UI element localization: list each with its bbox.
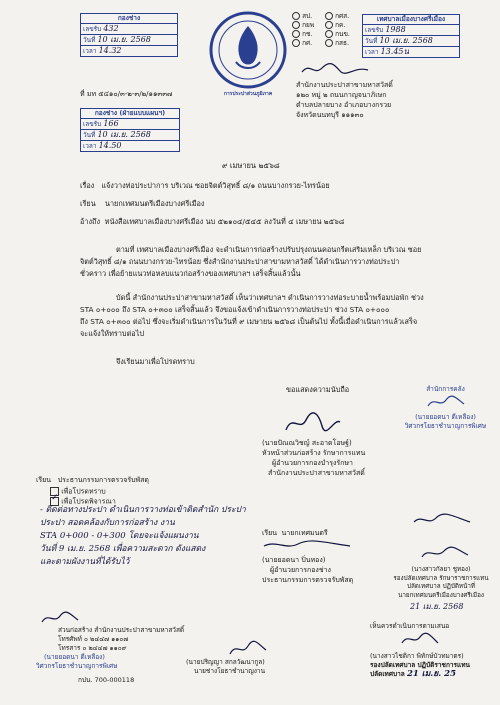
fiscal-signature-icon bbox=[426, 394, 466, 410]
stamp-row: วันที่ 10 เม.ย. 2568 bbox=[81, 34, 177, 45]
approval-date-top: 21 เม.ย. 2568 bbox=[410, 602, 464, 611]
chief-line: นายกเทศมนตรีเมืองบางศรีเมือง bbox=[398, 591, 484, 599]
stamp-row: เลขรับ 166 bbox=[81, 118, 179, 129]
unit-line: ส่วนก่อสร้าง สำนักงานประปาสาขามหาสวัสดิ์ bbox=[58, 626, 185, 634]
signer-name: (นายปัณณวิชญ์ สะอาดโอษฐ์) bbox=[262, 439, 352, 447]
stamp-row: เวลา 14.50 bbox=[81, 140, 179, 151]
chief-signature-icon bbox=[420, 545, 470, 561]
middle-position: นายช่างโยธาชำนาญงาน bbox=[194, 667, 266, 675]
fiscal-stamp bbox=[403, 385, 488, 431]
stamp-title: กองช่าง (ฝ่ายแบบแผนฯ) bbox=[94, 109, 166, 117]
closing: ขอแสดงความนับถือ bbox=[286, 385, 350, 394]
body-paragraph-2: บัดนี้ สำนักงานประปาสาขามหาสวัสดิ์ เห็นว่าเทศบาลฯ ดำเนินการวางท่อระบายน้ำพร้อมบ่อพัก ช่วง STA ๐+๐๐๐ ถึง STA ๐+๓๐๐ เสร็จสิ้นแล้ว จึงขอแจ้งเข้าดำเนินการวางท่อประปา ช่วง STA ๐+๐๐๐ ถึง STA ๐+๓๐๐ ต่อไป ซึ่งจะเริ่มดำเนินการในวันที่ ๙ เมษายน ๒๕๖๘ เป็นต้นไป ทั้งนี้เมื่อดำเนินการแล้วเสร็จ จะแจ้งให้ทราบต่อไป bbox=[80, 293, 424, 338]
handwritten-line: STA 0+000 - 0+300 โดยจะแจ้งแผนงาน bbox=[40, 531, 199, 541]
fiscal-name: (นายยอดนา ดีเหลือง) bbox=[415, 413, 476, 421]
memo-option[interactable]: ✓ เพื่อโปรดพิจารณา bbox=[51, 492, 116, 505]
signer-title: หัวหน้าส่วนก่อสร้าง รักษาการแทน bbox=[262, 449, 366, 457]
handwritten-line: ประปา สอดคล้องกับการก่อสร้าง งาน bbox=[40, 518, 175, 528]
receipt-signature-icon bbox=[300, 62, 370, 76]
memo-recipient: ประธานกรรมการตรวจรับพัสดุ bbox=[57, 476, 149, 484]
fax-line: โทรสาร ๐ ๒๔๔๗ ๑๑๐๙ bbox=[58, 644, 127, 652]
recipient-line: เรียน นายกเทศมนตรีเมืองบางศรีเมือง bbox=[80, 199, 205, 208]
address-line: ตำบลปลายบาง อำเภอบางกรวย bbox=[296, 101, 392, 109]
approval-subtitle: ปลัดเทศบาล bbox=[370, 670, 405, 678]
left-name: (นายยอดนา ดีเหลือง) bbox=[44, 653, 105, 661]
chief-block bbox=[386, 566, 496, 600]
memo-right-signature-icon bbox=[262, 538, 352, 552]
stamp-row: เวลา 13.45น bbox=[363, 46, 459, 57]
handwritten-line: วันที่ 9 เม.ย. 2568 เพื่อความสะดวก ดังแสดง bbox=[40, 544, 206, 554]
fiscal-title: สำนักการคลัง bbox=[426, 385, 465, 393]
signer-title: สำนักงานประปาสาขามหาสวัสดิ์ bbox=[268, 469, 365, 477]
chief-line: รองปลัดเทศบาล รักษาราชการแทน bbox=[393, 574, 489, 582]
memo-right-name: (นายยอดนา ปิ่นทอง) bbox=[262, 556, 326, 564]
stamp-title: กองช่าง bbox=[117, 14, 141, 22]
middle-name: (นายปริญญา สกลวัฒนากูล) bbox=[186, 658, 265, 666]
address-line: จังหวัดนนทบุรี ๑๑๑๓๐ bbox=[296, 111, 364, 119]
left-position: วิศวกรโยธาชำนาญการพิเศษ bbox=[36, 662, 118, 670]
address-line: สำนักงานประปาสาขามหาสวัสดิ์ bbox=[296, 81, 393, 89]
address-line: ๑๒๐ หมู่ ๒ ถนนกาญจนาภิเษก bbox=[296, 91, 387, 99]
organization-logo bbox=[208, 10, 288, 97]
stamp-row: เลขรับ 432 bbox=[81, 23, 177, 34]
department-checklist bbox=[292, 12, 358, 48]
subject-line: เรื่อง แจ้งวางท่อประปาการ บริเวณ ซอยจิตต์วิสุทธิ์ ๘/๑ ถนนบางกรวย-ไทรน้อย bbox=[80, 181, 330, 190]
phone-line: โทรศัพท์ ๐ ๒๔๔๗ ๑๑๐๗ bbox=[58, 635, 129, 643]
body-paragraph-1: ตามที่ เทศบาลเมืองบางศรีเมือง จะดำเนินการก่อสร้างปรับปรุงถนนคอนกรีตเสริมเหล็ก บริเวณ ซอย จิตต์วิสุทธิ์ ๘/๑ ถนนบางกรวย-ไทรน้อย ซึ่งสำนักงานประปาสาขามหาสวัสดิ์ ได้ดำเนินการวางท่อประปา ชั่วคราว เพื่อย้ายแนวท่อหลบแนวก่อสร้างของเทศบาลฯ เสร็จสิ้นแล้วนั้น bbox=[80, 245, 422, 278]
check-item: กสธ. bbox=[325, 39, 358, 48]
chief-initials-icon bbox=[412, 512, 472, 528]
memo-right: เรียน นายกเทศมนตรี (นายยอดนา ปิ่นทอง) ผู้อำนวยการกองช่าง ประธานกรรมการตรวจรับพัสดุ bbox=[262, 528, 382, 585]
approval-signature-icon bbox=[400, 631, 440, 649]
reference-line: อ้างถึง หนังสือเทศบาลเมืองบางศรีเมือง นบ ๕๒๑๐๔/๕๔๕ ลงวันที่ ๔ เมษายน ๒๕๖๘ bbox=[80, 217, 345, 226]
approval-label: เห็นควรดำเนินการตามเสนอ bbox=[370, 622, 450, 630]
check-item: กยพ bbox=[292, 21, 325, 30]
check-item: กศ. bbox=[292, 39, 325, 48]
closing-request: จึงเรียนมาเพื่อโปรดทราบ bbox=[116, 357, 195, 366]
chief-line: ปลัดเทศบาล ปฏิบัติหน้าที่ bbox=[406, 583, 476, 590]
fiscal-position: วิศวกรโยธาชำนาญการพิเศษ bbox=[404, 422, 487, 430]
stamp-row: เลขรับ 1988 bbox=[363, 24, 459, 35]
check-item: กศส. bbox=[325, 12, 358, 21]
sender-signature-icon bbox=[282, 410, 342, 436]
document-number: ที่ มท ๕๔๑๐/๓-๒-๓/๒/๑๑๓๓๗ bbox=[80, 90, 173, 98]
document-date: ๙ เมษายน ๒๕๖๘ bbox=[222, 161, 280, 170]
receipt-stamp-left-top bbox=[80, 13, 178, 57]
bottom-middle-block bbox=[186, 658, 265, 676]
signer-title: ผู้อำนวยการกองบำรุงรักษา bbox=[272, 459, 353, 467]
pwa-logo-icon bbox=[208, 10, 288, 90]
check-item: กช. bbox=[292, 30, 325, 39]
memo-option[interactable]: เพื่อโปรดทราบ bbox=[36, 487, 236, 497]
approval-title: รองปลัดเทศบาล ปฏิบัติราชการแทน bbox=[370, 661, 470, 669]
signer-block bbox=[262, 438, 365, 478]
stamp-title: เทศบาลเมืองบางศรีเมือง bbox=[376, 15, 446, 23]
form-code: กปน. 700-000118 bbox=[78, 676, 135, 684]
logo-caption: การประปาส่วนภูมิภาค bbox=[223, 91, 273, 97]
handwritten-line: - ติดต่อทางประปา ดำเนินการวางท่อเข้าติดสำนัก ประปา bbox=[40, 505, 246, 515]
handwritten-line: และตามผังงานที่ได้รับไว้ bbox=[40, 557, 130, 567]
memo-left: เรียน ประธานกรรมการตรวจรับพัสดุ เพื่อโปรดทราบ ✓ เพื่อโปรดพิจารณา bbox=[36, 476, 236, 506]
chief-name: (นางสาวกัลยา ชูทอง) bbox=[411, 566, 471, 573]
check-item: กนข. bbox=[325, 30, 358, 39]
middle-signature-icon bbox=[228, 640, 268, 658]
approval-block bbox=[370, 602, 498, 679]
left-signature-block bbox=[36, 626, 184, 671]
stamp-row: เวลา 14.32 bbox=[81, 45, 177, 56]
check-item: สป. bbox=[292, 12, 325, 21]
approval-name: (นางสาวไชติกา พิทักษ์บัวทมาตร) bbox=[370, 652, 464, 660]
receipt-stamp-right-top bbox=[362, 14, 460, 58]
memo-right-committee: ประธานกรรมการตรวจรับพัสดุ bbox=[262, 576, 354, 584]
stamp-row: วันที่ 10 เม.ย. 2568 bbox=[81, 129, 179, 140]
receipt-stamp-left-second bbox=[80, 108, 180, 152]
stamp-row: วันที่ 10 เม.ย. 2568 bbox=[363, 35, 459, 46]
check-item: กค. bbox=[325, 21, 358, 30]
checkbox-checked: ✓ bbox=[50, 497, 59, 506]
memo-right-position: ผู้อำนวยการกองช่าง bbox=[270, 566, 331, 574]
left-signature-icon bbox=[40, 610, 80, 626]
memo-handwritten bbox=[40, 504, 260, 569]
sender-address bbox=[296, 80, 393, 120]
approval-date: 21 เม.ย. 25 bbox=[407, 669, 456, 679]
